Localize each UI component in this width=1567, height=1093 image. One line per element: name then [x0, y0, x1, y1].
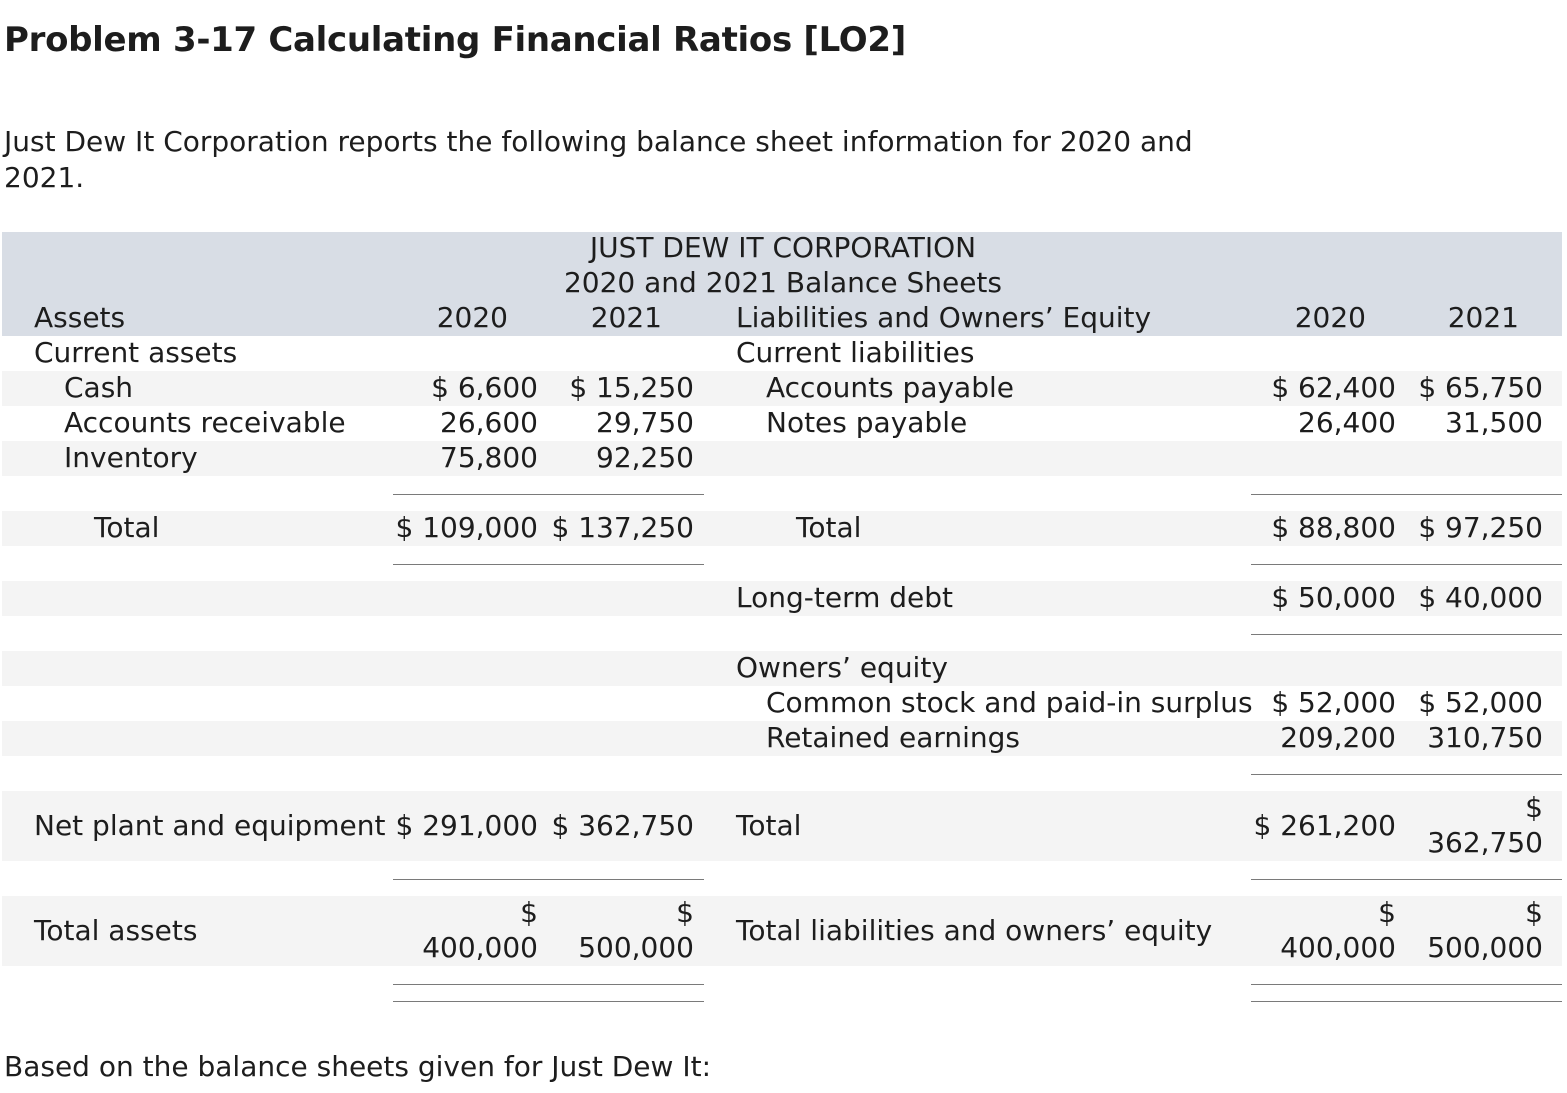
- equity-total-2020: $ 261,200: [1253, 809, 1396, 842]
- total-assets-2021-sign: $: [676, 896, 694, 929]
- total-liab-equity-2020: 400,000: [1280, 931, 1396, 964]
- long-term-debt-label: Long-term debt: [736, 581, 954, 614]
- equity-total-2021: 362,750: [1427, 826, 1543, 859]
- total-assets-2020-sign: $: [520, 896, 538, 929]
- intro-text: Just Dew It Corporation reports the following balance sheet information for 2020 and 2021.: [4, 125, 1193, 194]
- assets-2021-header: 2021: [590, 301, 662, 334]
- net-plant-2021: $ 362,750: [551, 809, 694, 842]
- inventory-2020: 75,800: [440, 441, 538, 474]
- accounts-payable-2020: $ 62,400: [1271, 371, 1396, 404]
- long-term-debt-2021: $ 40,000: [1418, 581, 1543, 614]
- total-rule: [1251, 879, 1562, 880]
- row-band: [2, 441, 1562, 476]
- total-liab-equity-2020-sign: $: [1378, 896, 1396, 929]
- equity-total-2021-sign: $: [1525, 791, 1543, 824]
- current-assets-label: Current assets: [34, 336, 238, 369]
- owners-equity-label: Owners’ equity: [736, 651, 948, 684]
- notes-payable-2021: 31,500: [1445, 406, 1543, 439]
- total-rule: [1251, 634, 1562, 635]
- liab-2020-header: 2020: [1294, 301, 1366, 334]
- common-stock-2020: $ 52,000: [1271, 686, 1396, 719]
- total-rule: [393, 494, 704, 495]
- total-liab-equity-2021-sign: $: [1525, 896, 1543, 929]
- accounts-receivable-label: Accounts receivable: [64, 406, 346, 439]
- sheet-subtitle: 2020 and 2021 Balance Sheets: [563, 266, 1002, 299]
- accounts-receivable-2020: 26,600: [440, 406, 538, 439]
- net-plant-label: Net plant and equipment: [34, 809, 386, 842]
- double-rule: [1251, 984, 1562, 985]
- inventory-2021: 92,250: [596, 441, 694, 474]
- cash-2021: $ 15,250: [569, 371, 694, 404]
- company-name: JUST DEW IT CORPORATION: [589, 231, 977, 264]
- retained-earnings-2021: 310,750: [1427, 721, 1543, 754]
- double-rule: [393, 984, 704, 985]
- accounts-payable-label: Accounts payable: [766, 371, 1014, 404]
- total-liab-equity-label: Total liabilities and owners’ equity: [736, 914, 1213, 947]
- accounts-receivable-2021: 29,750: [596, 406, 694, 439]
- assets-2020-header: 2020: [436, 301, 508, 334]
- accounts-payable-2021: $ 65,750: [1418, 371, 1543, 404]
- total-rule: [393, 564, 704, 565]
- retained-earnings-2020: 209,200: [1280, 721, 1396, 754]
- assets-header: Assets: [34, 301, 126, 334]
- notes-payable-2020: 26,400: [1298, 406, 1396, 439]
- total-liab-equity-2021: 500,000: [1427, 931, 1543, 964]
- problem-title: Problem 3-17 Calculating Financial Ratios [LO2]: [4, 20, 907, 60]
- common-stock-label: Common stock and paid-in surplus: [766, 686, 1253, 719]
- common-stock-2021: $ 52,000: [1418, 686, 1543, 719]
- total-rule: [1251, 774, 1562, 775]
- current-liabilities-label: Current liabilities: [736, 336, 975, 369]
- double-rule: [1251, 1001, 1562, 1002]
- liabilities-header: Liabilities and Owners’ Equity: [736, 301, 1152, 334]
- net-plant-2020: $ 291,000: [395, 809, 538, 842]
- double-rule: [393, 1001, 704, 1002]
- long-term-debt-2020: $ 50,000: [1271, 581, 1396, 614]
- current-assets-total-2020: $ 109,000: [395, 511, 538, 544]
- inventory-label: Inventory: [64, 441, 198, 474]
- retained-earnings-label: Retained earnings: [766, 721, 1021, 754]
- footer-text: Based on the balance sheets given for Just Dew It:: [4, 1050, 711, 1083]
- current-assets-total-2021: $ 137,250: [551, 511, 694, 544]
- current-liabilities-total-2021: $ 97,250: [1418, 511, 1543, 544]
- current-liabilities-total-2020: $ 88,800: [1271, 511, 1396, 544]
- liab-2021-header: 2021: [1447, 301, 1519, 334]
- total-rule: [1251, 564, 1562, 565]
- cash-label: Cash: [64, 371, 134, 404]
- total-assets-label: Total assets: [34, 914, 198, 947]
- current-assets-total-label: Total: [94, 511, 160, 544]
- total-rule: [393, 879, 704, 880]
- notes-payable-label: Notes payable: [766, 406, 968, 439]
- cash-2020: $ 6,600: [431, 371, 538, 404]
- current-liabilities-total-label: Total: [796, 511, 862, 544]
- total-assets-2021: 500,000: [578, 931, 694, 964]
- total-rule: [1251, 494, 1562, 495]
- total-assets-2020: 400,000: [422, 931, 538, 964]
- equity-total-label: Total: [736, 809, 802, 842]
